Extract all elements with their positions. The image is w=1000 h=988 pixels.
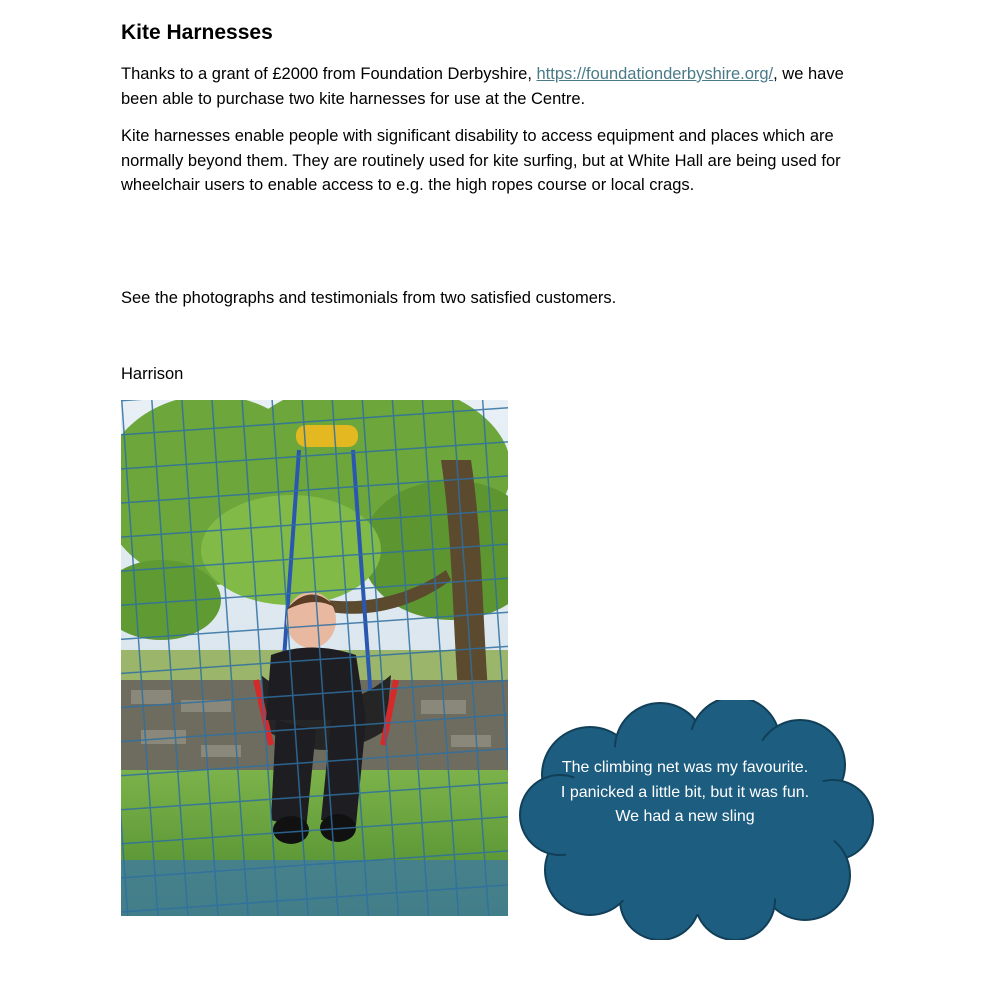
harrison-climbing-net-photo [121,400,508,916]
intro-paragraph [121,62,881,111]
photos-intro-paragraph: See the photographs and testimonials from two satisfied customers. [121,289,617,307]
intro-text-before-link: Thanks to a grant of £2000 from Foundation Derbyshire, [121,65,537,83]
intro-text-after-link: , we have been able to purchase two kite harnesses for use at the Centre. [121,65,844,108]
foundation-derbyshire-link[interactable]: https://foundationderbyshire.org/ [536,65,774,83]
person-name: Harrison [121,365,184,383]
testimonial-text: The climbing net was my favourite. I panicked a little bit, but it was fun. We had a new sling [560,759,810,825]
page-title: Kite Harnesses [121,21,273,44]
description-paragraph: Kite harnesses enable people with significant disability to access equipment and places which are normally beyond them. They are routinely used for kite surfing, but at White Hall are being used for wheelchair users to enable access to e.g. the high ropes course or local crags. [121,127,841,194]
